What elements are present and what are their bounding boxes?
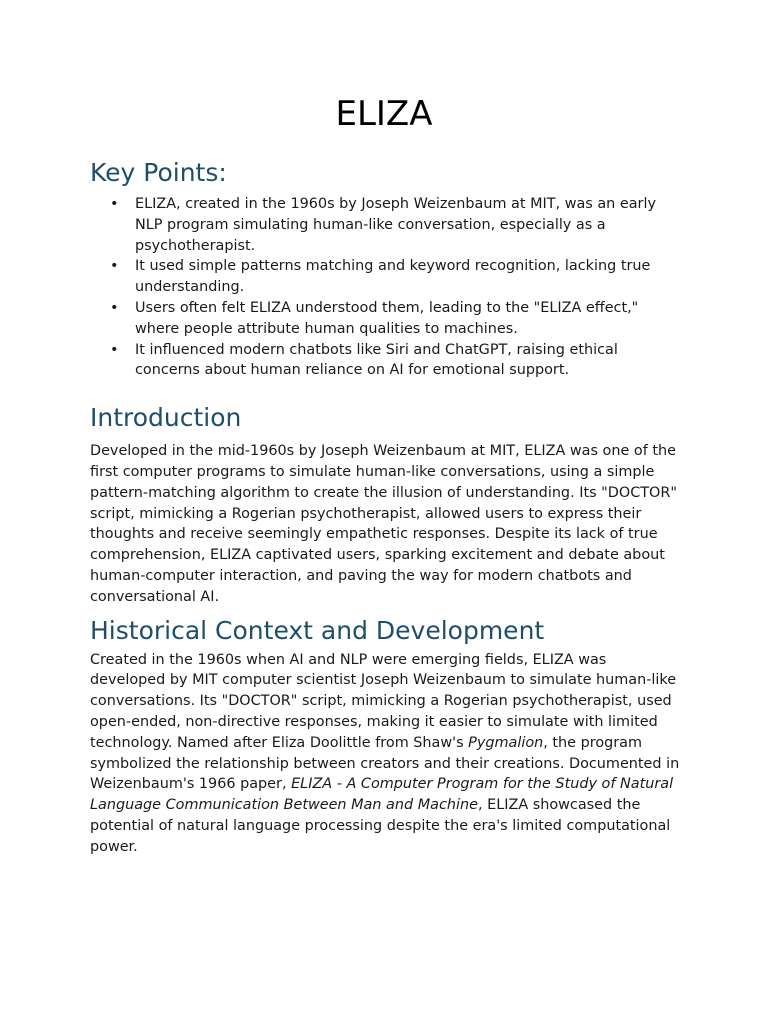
document-page <box>90 0 680 858</box>
history-text-part2: , the program symbolized the relationship between creators and their creations. Documented in Weizenbaum's 1966 paper, <box>90 734 680 793</box>
list-item-text: ELIZA, created in the 1960s by Joseph Weizenbaum at MIT, was an early NLP program simulating human-like conversation, especially as a psychotherapist. <box>135 196 656 254</box>
list-item <box>90 194 680 256</box>
page-title: ELIZA <box>335 94 433 134</box>
bullet-icon: • <box>110 341 119 358</box>
paper-title: ELIZA - A Computer Program for the Study of Natural Language Communication Between Man and Machine <box>90 776 674 814</box>
history-text-part1: Created in the 1960s when AI and NLP were emerging fields, ELIZA was developed by MIT computer scientist Joseph Weizenbaum to simulate human-like conversations. Its "DOCTOR" script, mimicking a Rogerian psychotherapist, used open-ended, non-directive responses, making it easier to simulate with limited technology. Named after Eliza Doolittle from Shaw's <box>90 651 677 751</box>
bullet-icon: • <box>110 258 119 275</box>
list-item <box>90 256 680 298</box>
introduction-heading: Introduction <box>90 403 242 433</box>
list-item <box>90 340 680 382</box>
key-points-list <box>90 194 680 381</box>
history-paragraph <box>90 650 680 858</box>
bullet-icon: • <box>110 299 119 316</box>
list-item-text: It influenced modern chatbots like Siri and ChatGPT, raising ethical concerns about human reliance on AI for emotional support. <box>135 341 618 379</box>
list-item-text: It used simple patterns matching and keyword recognition, lacking true understanding. <box>135 258 651 296</box>
key-points-heading: Key Points: <box>90 158 227 187</box>
bullet-icon: • <box>110 196 119 212</box>
history-text-part3: , ELIZA showcased the potential of natural language processing despite the era's limited computational power. <box>90 797 671 855</box>
introduction-paragraph: Developed in the mid-1960s by Joseph Weizenbaum at MIT, ELIZA was one of the first computer programs to simulate human-like conversations, using a simple pattern-matching algorithm to create the illusion of understanding. Its "DOCTOR" script, mimicking a Rogerian psychotherapist, allowed users to express their thoughts and receive seemingly empathetic responses. Despite its lack of true comprehension, ELIZA captivated users, sparking excitement and debate about human-computer interaction, and paving the way for modern chatbots and conversational AI. <box>90 443 677 605</box>
list-item <box>90 298 680 340</box>
play-title: Pygmalion <box>468 734 544 751</box>
history-heading: Historical Context and Development <box>90 615 545 645</box>
list-item-text: Users often felt ELIZA understood them, leading to the "ELIZA effect," where people attribute human qualities to machines. <box>135 299 639 337</box>
